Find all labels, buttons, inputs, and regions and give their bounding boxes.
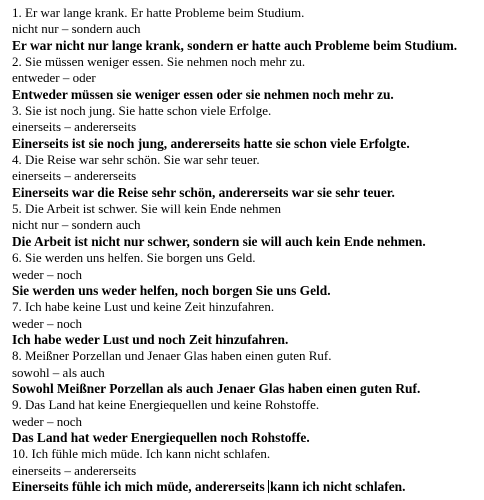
exercise-prompt: 7. Ich habe keine Lust und keine Zeit hinzufahren. [12, 299, 275, 315]
exercise-prompt: 2. Sie müssen weniger essen. Sie nehmen noch mehr zu. [12, 54, 306, 70]
exercise-prompt: 9. Das Land hat keine Energiequellen und keine Rohstoffe. [12, 397, 320, 413]
exercise-prompt: 1. Er war lange krank. Er hatte Probleme beim Studium. [12, 5, 305, 20]
exercise-5 [12, 201, 484, 250]
exercise-connector: einerseits – andererseits [12, 168, 137, 184]
exercise-prompt: 5. Die Arbeit ist schwer. Sie will kein Ende nehmen [12, 201, 281, 217]
exercise-2 [12, 54, 484, 103]
exercise-connector: nicht nur – sondern auch [12, 21, 141, 37]
exercise-prompt: 10. Ich fühle mich müde. Ich kann nicht schlafen. [12, 446, 271, 462]
exercise-prompt: 6. Sie werden uns helfen. Sie borgen uns Geld. [12, 250, 256, 266]
exercise-connector: weder – noch [12, 315, 83, 331]
exercise-connector: weder – noch [12, 413, 83, 429]
exercise-connector: einerseits – andererseits [12, 462, 137, 478]
exercise-connector: nicht nur – sondern auch [12, 217, 141, 233]
exercise-answer[interactable]: Sowohl Meißner Porzellan als auch Jenaer Glas haben einen guten Ruf. [12, 380, 421, 396]
exercise-10 [12, 446, 484, 495]
exercise-6 [12, 250, 484, 299]
exercise-1 [12, 5, 484, 54]
exercise-connector: einerseits – andererseits [12, 119, 137, 135]
exercise-answer[interactable]: Ich habe weder Lust und noch Zeit hinzufahren. [12, 331, 289, 347]
exercise-prompt: 4. Die Reise war sehr schön. Sie war sehr teuer. [12, 152, 260, 168]
text-cursor [268, 480, 269, 493]
exercise-answer[interactable]: Einerseits war die Reise sehr schön, andererseits war sie sehr teuer. [12, 184, 395, 200]
answer-text-after-caret: kann ich nicht schlafen. [270, 478, 406, 494]
exercise-4 [12, 152, 484, 201]
exercise-connector: sowohl – als auch [12, 364, 105, 380]
exercise-prompt: 8. Meißner Porzellan und Jenaer Glas haben einen guten Ruf. [12, 348, 332, 364]
exercise-answer[interactable]: Sie werden uns weder helfen, noch borgen Sie uns Geld. [12, 282, 331, 298]
exercise-prompt: 3. Sie ist noch jung. Sie hatte schon viele Erfolge. [12, 103, 272, 119]
exercise-3 [12, 103, 484, 152]
exercise-8 [12, 348, 484, 397]
exercise-answer[interactable]: Einerseits ist sie noch jung, andererseits hatte sie schon viele Erfolgte. [12, 135, 410, 151]
exercise-connector: weder – noch [12, 266, 83, 282]
exercise-answer[interactable]: Das Land hat weder Energiequellen noch Rohstoffe. [12, 429, 310, 445]
answer-text-before-caret: Einerseits fühle ich mich müde, andererseits [12, 478, 269, 494]
exercise-answer[interactable]: Entweder müssen sie weniger essen oder sie nehmen noch mehr zu. [12, 86, 394, 102]
exercise-7 [12, 299, 484, 348]
exercise-answer[interactable] [12, 479, 484, 495]
exercise-9 [12, 397, 484, 446]
exercise-answer[interactable]: Er war nicht nur lange krank, sondern er hatte auch Probleme beim Studium. [12, 37, 458, 53]
exercise-answer[interactable]: Die Arbeit ist nicht nur schwer, sondern sie will auch kein Ende nehmen. [12, 233, 426, 249]
exercise-connector: entweder – oder [12, 70, 96, 86]
